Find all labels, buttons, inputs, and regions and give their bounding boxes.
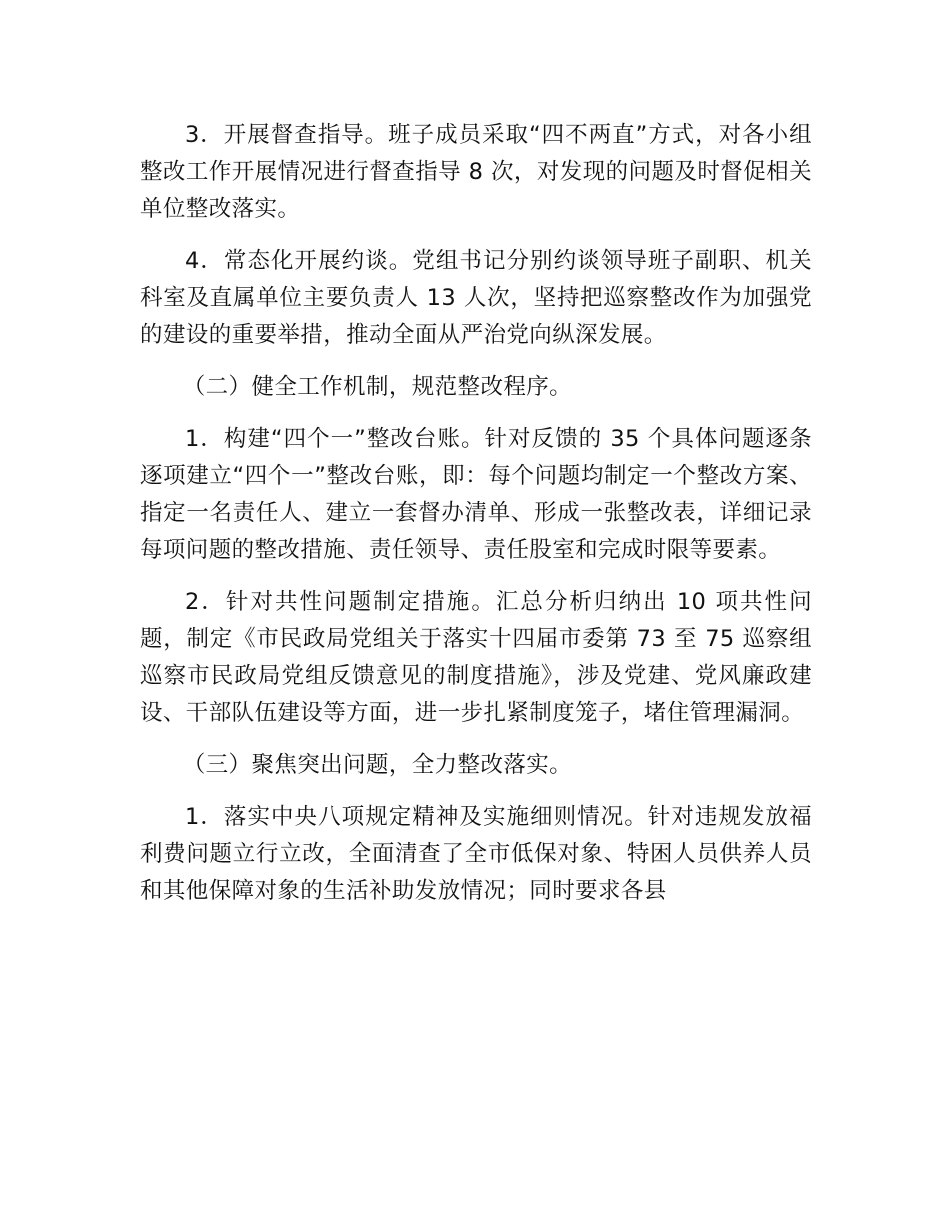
- document-body: [140, 117, 812, 925]
- paragraph-eight-regulations: 1．落实中央八项规定精神及实施细则情况。针对违规发放福利费问题立行立改，全面清查了全市低保对象、特困人员供养人员和其他保障对象的生活补助发放情况；同时要求各县: [140, 804, 812, 904]
- paragraph-supervision-guidance: 3．开展督查指导。班子成员采取“四不两直”方式，对各小组整改工作开展情况进行督查指导 8 次，对发现的问题及时督促相关单位整改落实。: [140, 122, 812, 222]
- paragraph-rectification-ledger: 1．构建“四个一”整改台账。针对反馈的 35 个具体问题逐条逐项建立“四个一”整改台账，即：每个问题均制定一个整改方案、指定一名责任人、建立一套督办清单、形成一张整改表，详细记录每项问题的整改措施、责任领导、责任股室和完成时限等要素。: [140, 426, 812, 563]
- section-heading-work-mechanism: （二）健全工作机制，规范整改程序。: [182, 374, 573, 400]
- paragraph-common-issues-measures: 2．针对共性问题制定措施。汇总分析归纳出 10 项共性问题，制定《市民政局党组关于落实十四届市委第 73 至 75 巡察组巡察市民政局党组反馈意见的制度措施》，涉及党建、党风廉政建设、干部队伍建设等方面，进一步扎紧制度笼子，堵住管理漏洞。: [140, 589, 812, 726]
- paragraph-regular-interviews: 4．常态化开展约谈。党组书记分别约谈领导班子副职、机关科室及直属单位主要负责人 13 人次，坚持把巡察整改作为加强党的建设的重要举措，推动全面从严治党向纵深发展。: [140, 248, 812, 348]
- section-heading-prominent-issues: （三）聚焦突出问题，全力整改落实。: [182, 752, 573, 778]
